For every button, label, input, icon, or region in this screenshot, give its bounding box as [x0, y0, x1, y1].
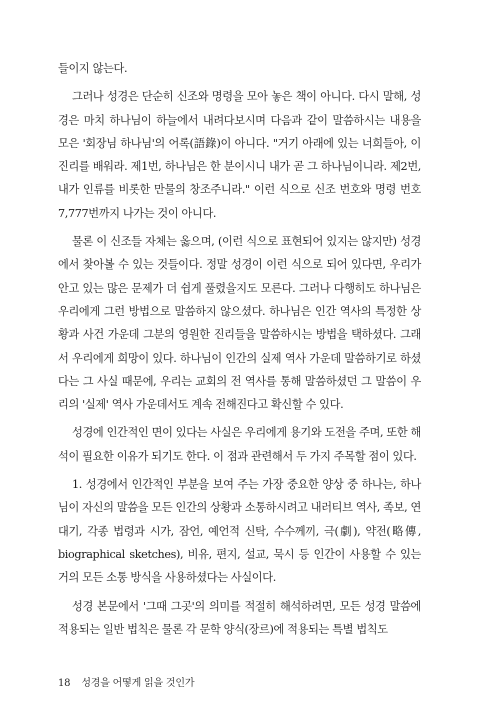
paragraph-creeds-true: 물론 이 신조들 자체는 옳으며, (이런 식으로 표현되어 있지는 않지만) 성경에서 찾아볼 수 있는 것들이다. 정말 성경이 이런 식으로 되어 있다면, 우리가 안고 있는 많은 문제가 더 쉽게 풀렸을지도 모른다. 그러나 다행히도 하나님은 우리에게 그런 방법으로 말씀하지 않으셨다. 하나님은 인간 역사의 특정한 상황과 사건 가운데 그분의 영원한 진리들을 말씀하시는 방법을 택하셨다. 그래서 우리에게 희망이 있다. 하나님이 인간의 실제 역사 가운데 말씀하기로 하셨다는 그 사실 때문에, 우리는 교회의 전 역사를 통해 말씀하셨던 그 말씀이 우리의 '실제' 역사 가운데서도 계속 전해진다고 확신할 수 있다.: [58, 235, 421, 412]
paragraph-human-side: 성경에 인간적인 면이 있다는 사실은 우리에게 용기와 도전을 주며, 또한 해석이 필요한 이유가 되기도 한다. 이 점과 관련해서 두 가지 주목할 점이 있다.: [58, 426, 421, 463]
paragraph-continuation: 들이지 않는다.: [58, 62, 128, 75]
page-number: 18: [58, 678, 71, 689]
page-footer: [58, 674, 194, 689]
body-text: [58, 57, 421, 641]
paragraph-interpretation-rules: 성경 본문에서 '그때 그곳'의 의미를 적절히 해석하려면, 모든 성경 말씀에 적용되는 일반 법칙은 물론 각 문학 양식(장르)에 적용되는 특별 법칙도: [58, 599, 421, 636]
paragraph-not-creed-book: 그러나 성경은 단순히 신조와 명령을 모아 놓은 책이 아니다. 다시 말해, 성경은 마치 하나님이 하늘에서 내려다보시며 다음과 같이 말씀하시는 내용을 모은 '회장님 하나님'의 어록(語錄)이 아니다. "거기 아래에 있는 너희들아, 이 진리를 배워라. 제1번, 하나님은 한 분이시니 내가 곧 그 하나님이니라. 제2번, 내가 인류를 비롯한 만물의 창조주니라." 이런 식으로 신조 번호와 명령 번호 7,777번까지 나가는 것이 아니다.: [58, 90, 421, 220]
numbered-point-1: 1. 성경에서 인간적인 부분을 보여 주는 가장 중요한 양상 중 하나는, 하나님이 자신의 말씀을 모든 인간의 상황과 소통하시려고 내러티브 역사, 족보, 연대기, 각종 법령과 시가, 잠언, 예언적 신탁, 수수께끼, 극(劇), 약전(略傳, biographical sketches), 비유, 편지, 설교, 묵시 등 인간이 사용할 수 있는 거의 모든 소통 방식을 사용하셨다는 사실이다.: [58, 478, 421, 585]
running-title: 성경을 어떻게 읽을 것인가: [81, 678, 195, 689]
